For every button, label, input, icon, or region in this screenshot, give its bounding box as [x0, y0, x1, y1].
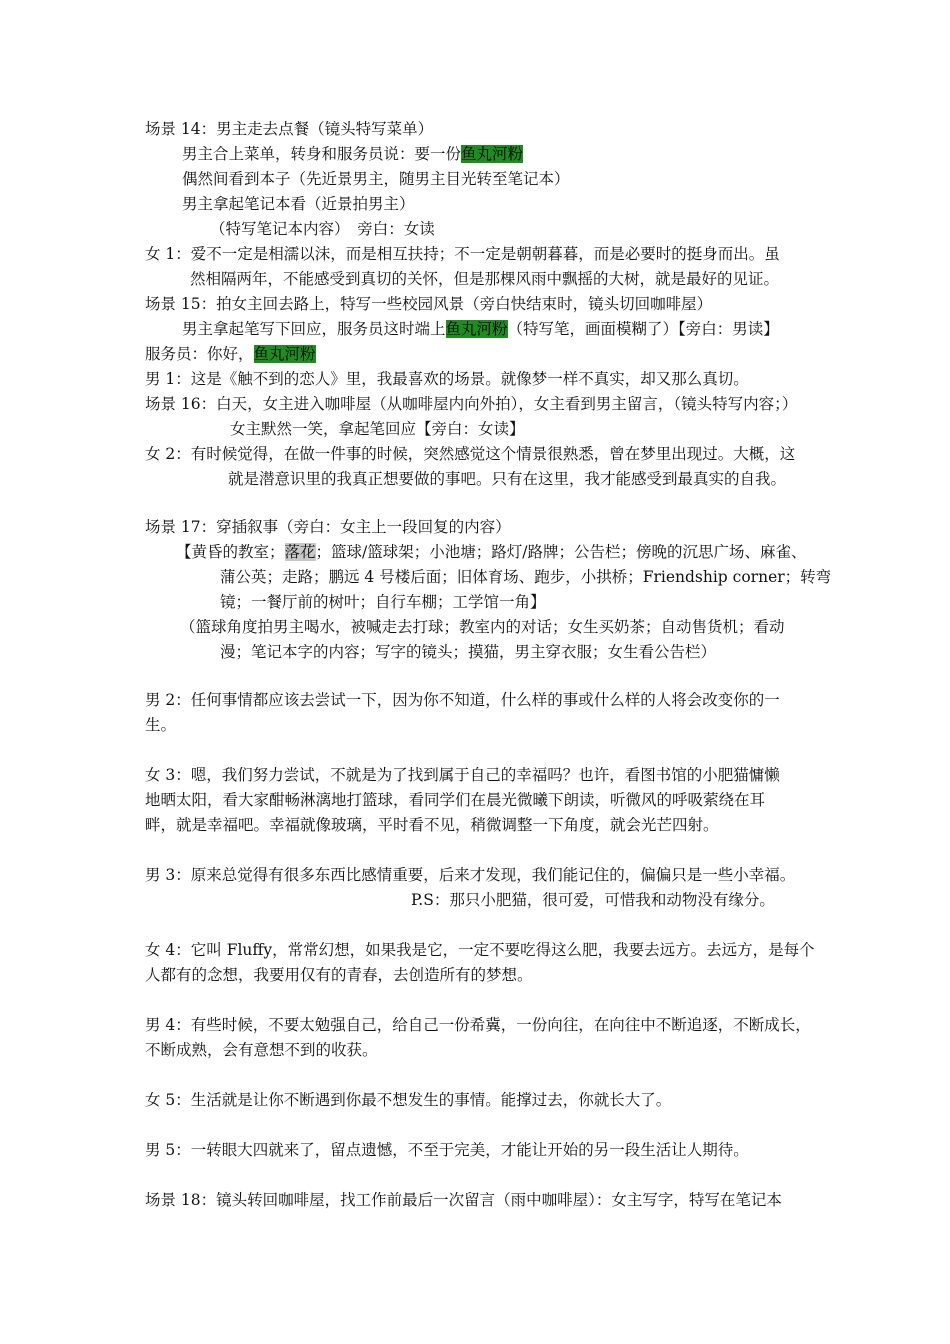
female-3-line-2: 地晒太阳，看大家酣畅淋漓地打篮球，看同学们在晨光微曦下朗读，听微风的呼吸萦绕在耳 [145, 791, 766, 809]
line-write-reply: 男主拿起笔写下回应，服务员这时端上鱼丸河粉（特写笔，画面模糊了）【旁白：男读】 [182, 320, 779, 338]
scene-17-shots-line-1: （篮球角度拍男主喝水，被喊走去打球；教室内的对话；女生买奶茶；自动售货机；看动 [180, 618, 785, 636]
male-1-line: 男 1：这是《触不到的恋人》里，我最喜欢的场景。就像梦一样不真实，却又那么真切。 [145, 370, 749, 388]
line-smile-reply: 女主默然一笑，拿起笔回应【旁白：女读】 [230, 420, 525, 438]
highlight-fish-ball-noodle: 鱼丸河粉 [461, 145, 524, 163]
highlight-fish-ball-noodle: 鱼丸河粉 [253, 345, 316, 363]
female-5-line: 女 5：生活就是让你不断遇到你最不想发生的事情。能撑过去，你就长大了。 [145, 1091, 672, 1109]
male-5-line: 男 5：一转眼大四就来了，留点遗憾，不至于完美，才能让开始的另一段生活让人期待。 [145, 1141, 749, 1159]
female-1-line-1: 女 1：爱不一定是相濡以沫，而是相互扶持；不一定是朝朝暮暮，而是必要时的挺身而出。虽 [145, 245, 780, 263]
scene-14-heading: 场景 14：男主走去点餐（镜头特写菜单） [145, 120, 434, 138]
scene-17-heading: 场景 17：穿插叙事（旁白：女主上一段回复的内容） [145, 518, 511, 536]
line-order-dish: 男主合上菜单，转身和服务员说：要一份鱼丸河粉 [182, 145, 524, 163]
male-4-line-2: 不断成熟，会有意想不到的收获。 [145, 1041, 378, 1059]
highlight-falling-flowers: 落花 [284, 543, 316, 561]
male-2-line-1: 男 2：任何事情都应该去尝试一下，因为你不知道，什么样的事或什么样的人将会改变你的一 [145, 691, 780, 709]
line-waiter: 服务员：你好，鱼丸河粉 [145, 345, 316, 363]
female-3-line-3: 畔，就是幸福吧。幸福就像玻璃，平时看不见，稍微调整一下角度，就会光芒四射。 [145, 816, 719, 834]
female-2-line-2: 就是潜意识里的我真正想要做的事吧。只有在这里，我才能感受到最真实的自我。 [228, 470, 787, 488]
female-4-line-2: 人都有的念想，我要用仅有的青春，去创造所有的梦想。 [145, 966, 533, 984]
line-pick-notebook: 男主拿起笔记本看（近景拍男主） [182, 195, 415, 213]
male-2-line-2: 生。 [145, 716, 177, 734]
line-closeup-note: （特写笔记本内容） 旁白：女读 [210, 220, 435, 238]
male-3-ps: P.S：那只小肥猫，很可爱，可惜我和动物没有缘分。 [411, 891, 775, 909]
scene-17-list-line-1: 【黄昏的教室；落花；篮球/篮球架；小池塘；路灯/路牌；公告栏；傍晚的沉思广场、麻雀、 [176, 543, 807, 561]
line-see-notebook: 偶然间看到本子（先近景男主，随男主目光转至笔记本） [182, 170, 570, 188]
scene-17-shots-line-2: 漫；笔记本字的内容；写字的镜头；摸猫，男主穿衣服；女生看公告栏） [220, 643, 717, 661]
scene-16-heading: 场景 16：白天，女主进入咖啡屋（从咖啡屋内向外拍），女主看到男主留言，（镜头特写内容；） [145, 395, 798, 413]
scene-17-list-line-2: 蒲公英；走路；鹏远 4 号楼后面；旧体育场、跑步，小拱桥；Friendship corner；转弯 [220, 568, 832, 586]
female-4-line-1: 女 4：它叫 Fluffy，常常幻想，如果我是它，一定不要吃得这么肥，我要去远方。去远方，是每个 [145, 941, 815, 959]
female-3-line-1: 女 3：嗯，我们努力尝试，不就是为了找到属于自己的幸福吗？也许，看图书馆的小肥猫慵懒 [145, 766, 780, 784]
scene-15-heading: 场景 15：拍女主回去路上，特写一些校园风景（旁白快结束时，镜头切回咖啡屋） [145, 295, 713, 313]
highlight-fish-ball-noodle: 鱼丸河粉 [445, 320, 508, 338]
male-3-line-1: 男 3：原来总觉得有很多东西比感情重要，后来才发现，我们能记住的，偏偏只是一些小幸福。 [145, 866, 796, 884]
scene-17-list-line-3: 镜；一餐厅前的树叶；自行车棚；工学馆一角】 [220, 593, 546, 611]
scene-18-heading: 场景 18：镜头转回咖啡屋，找工作前最后一次留言（雨中咖啡屋）：女主写字，特写在笔记本 [145, 1191, 782, 1209]
male-4-line-1: 男 4：有些时候，不要太勉强自己，给自己一份希冀，一份向往，在向往中不断追逐，不断成长， [145, 1016, 811, 1034]
female-2-line-1: 女 2：有时候觉得，在做一件事的时候，突然感觉这个情景很熟悉，曾在梦里出现过。大概，这 [145, 445, 796, 463]
female-1-line-2: 然相隔两年，不能感受到真切的关怀，但是那棵风雨中飘摇的大树，就是最好的见证。 [190, 270, 780, 288]
